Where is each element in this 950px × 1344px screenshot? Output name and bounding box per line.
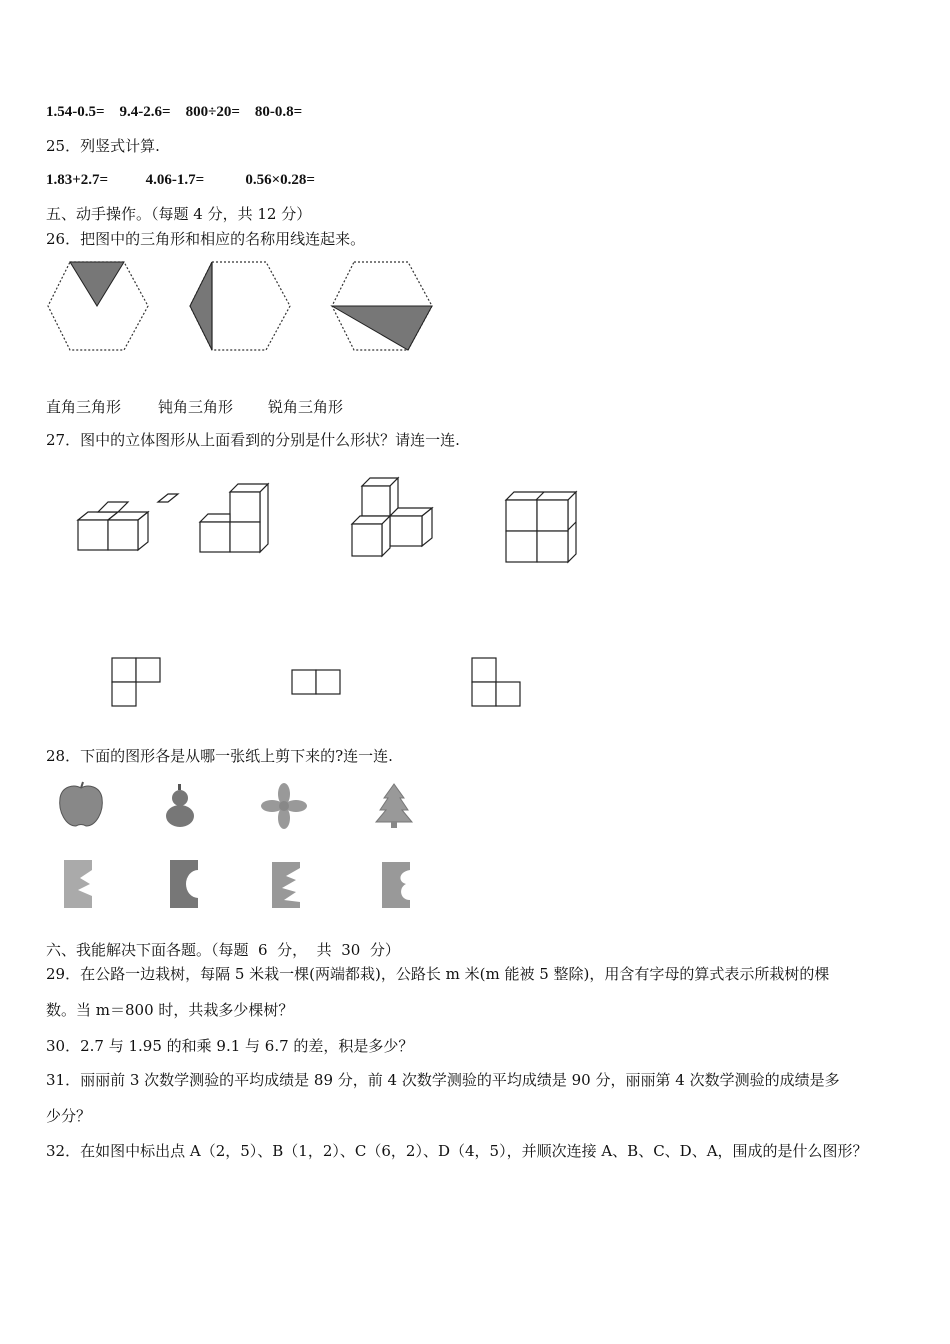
hexagon-figure-2 <box>190 262 290 350</box>
flower-shape <box>261 783 307 829</box>
solid-3 <box>352 478 432 556</box>
cube-solids <box>70 474 590 569</box>
question-31-line-2: 少分？ <box>46 1107 92 1125</box>
section-6-heading: 六、我能解决下面各题。（每题 6 分， 共 30 分） <box>46 941 400 959</box>
cut-shapes <box>54 780 424 832</box>
hexagon-figure-1 <box>48 262 148 350</box>
question-30: 30．2.7 与 1.95 的和乘 9.1 与 6.7 的差，积是多少？ <box>46 1037 414 1055</box>
top-view-2 <box>292 670 340 694</box>
apple-shape <box>60 782 103 826</box>
hexagon-triangle-figures <box>46 260 446 355</box>
solid-1 <box>78 494 178 550</box>
question-31-line-1: 31．丽丽前 3 次数学测验的平均成绩是 89 分，前 4 次数学测验的平均成绩是 90 分，丽丽第 4 次数学测验的成绩是多 <box>46 1071 840 1089</box>
question-25: 25．列竖式计算. <box>46 137 160 155</box>
solid-2 <box>200 484 268 552</box>
tree-shape <box>376 784 412 828</box>
question-29-line-2: 数。当 m＝800 时，共栽多少棵树？ <box>46 1001 294 1019</box>
paper-2 <box>170 860 210 908</box>
question-26: 26．把图中的三角形和相应的名称用线连起来。 <box>46 230 366 248</box>
top-view-3 <box>472 658 520 706</box>
calc-row-1: 1.54-0.5= 9.4-2.6= 800÷20= 80-0.8= <box>46 104 303 120</box>
question-32: 32．在如图中标出点 A（2，5）、B（1，2）、C（6，2）、D（4，5），并顺次连接 A、B、C、D、A，围成的是什么图形？ <box>46 1142 868 1160</box>
solid-4 <box>506 492 576 562</box>
paper-1 <box>64 860 92 908</box>
label-acute-triangle: 锐角三角形 <box>268 398 344 416</box>
section-5-heading: 五、动手操作。（每题 4 分，共 12 分） <box>46 205 312 223</box>
label-obtuse-triangle: 钝角三角形 <box>158 398 234 416</box>
gourd-shape <box>166 784 194 827</box>
paper-sheets <box>60 856 420 912</box>
calc-row-2: 1.83+2.7= 4.06-1.7= 0.56×0.28= <box>46 172 315 188</box>
paper-3 <box>272 862 300 908</box>
label-right-triangle: 直角三角形 <box>46 398 122 416</box>
top-views <box>110 656 530 710</box>
hexagon-figure-3 <box>332 262 432 350</box>
top-view-1 <box>112 658 160 706</box>
paper-4 <box>382 862 410 908</box>
question-29-line-1: 29．在公路一边栽树，每隔 5 米栽一棵(两端都栽)，公路长 m 米(m 能被 5 整除)，用含有字母的算式表示所栽树的棵 <box>46 965 830 983</box>
question-28: 28．下面的图形各是从哪一张纸上剪下来的?连一连. <box>46 747 393 765</box>
question-27: 27．图中的立体图形从上面看到的分别是什么形状？请连一连. <box>46 431 460 449</box>
